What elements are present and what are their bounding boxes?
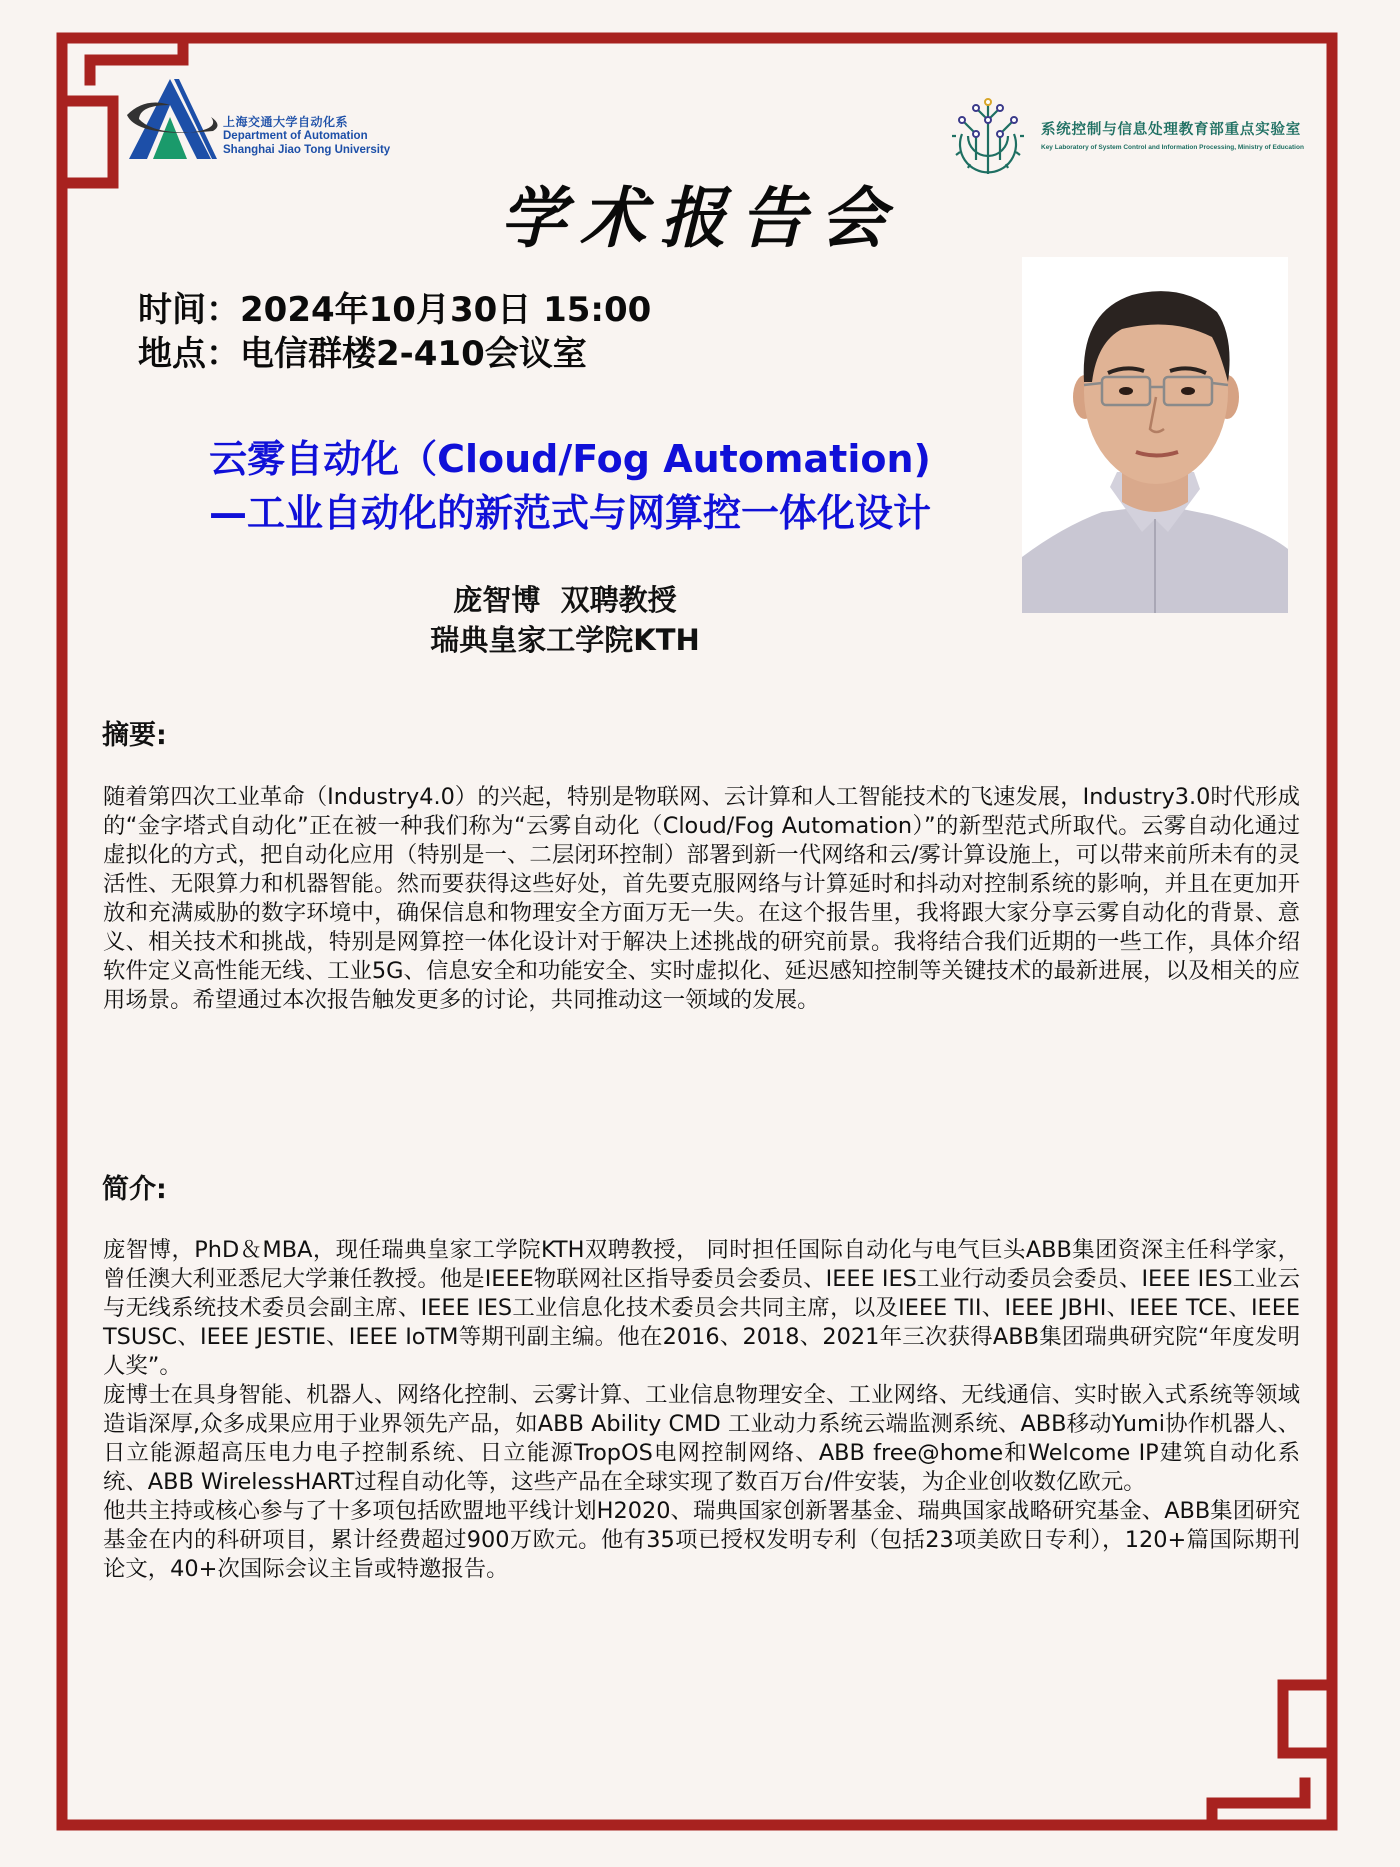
sjtu-automation-logo xyxy=(125,75,425,165)
speaker-affiliation: 瑞典皇家工学院KTH xyxy=(430,623,700,657)
event-place xyxy=(138,332,651,376)
logo-left-name-en-1: Department of Automation xyxy=(223,130,368,142)
gear-circuit-icon xyxy=(948,90,1028,176)
speaker-name-title: 庞智博 双聘教授 xyxy=(453,583,677,617)
bio-paragraph-1: 庞智博，PhD＆MBA，现任瑞典皇家工学院KTH双聘教授， 同时担任国际自动化与电气巨头ABB集团资深主任科学家，曾任澳大利亚悉尼大学兼任教授。他是IEEE物联网社区指导委员会委员、IEEE IES工业行动委员会委员、IEEE IES工业云与无线系统技术委员会副主席、IEEE IES工业信息化技术委员会共同主席，以及IEEE TII、IEEE JBHI、IEEE TCE、IEEE TSUSC、IEEE JESTIE、IEEE IoTM等期刊副主编。他在2016、2018、2021年三次获得ABB集团瑞典研究院“年度发明人奖”。 xyxy=(103,1237,1300,1379)
talk-title-line-1: 云雾自动化（Cloud/Fog Automation) xyxy=(209,437,931,481)
abstract-paragraph: 随着第四次工业革命（Industry4.0）的兴起，特别是物联网、云计算和人工智能技术的飞速发展，Industry3.0时代形成的“金字塔式自动化”正在被一种我们称为“云雾自动化（Cloud/Fog Automation）”的新型范式所取代。云雾自动化通过虚拟化的方式，把自动化应用（特别是一、二层闭环控制）部署到新一代网络和云/雾计算设施上，可以带来前所未有的灵活性、无限算力和机器智能。然而要获得这些好处，首先要克服网络与计算延时和抖动对控制系统的影响，并且在更加开放和充满威胁的数字环境中，确保信息和物理安全方面万无一失。在这个报告里，我将跟大家分享云雾自动化的背景、意义、相关技术和挑战，特别是网算控一体化设计对于解决上述挑战的研究前景。我将结合我们近期的一些工作，具体介绍软件定义高性能无线、工业5G、信息安全和功能安全、实时虚拟化、延迟感知控制等关键技术的最新进展，以及相关的应用场景。希望通过本次报告触发更多的讨论，共同推动这一领域的发展。 xyxy=(103,784,1300,1013)
talk-title-line-2: —工业自动化的新范式与网算控一体化设计 xyxy=(208,491,931,535)
time-label: 时间： xyxy=(138,290,240,330)
abstract-text xyxy=(103,783,1300,1015)
place-label: 地点： xyxy=(138,334,240,374)
event-info xyxy=(138,288,651,376)
event-time xyxy=(138,288,651,332)
logo-right-name-en: Key Laboratory of System Control and Information Processing, Ministry of Education xyxy=(1041,144,1304,151)
abstract-heading: 摘要: xyxy=(102,720,167,751)
bio-paragraph-3: 他共主持或核心参与了十多项包括欧盟地平线计划H2020、瑞典国家创新署基金、瑞典国家战略研究基金、ABB集团研究基金在内的科研项目，累计经费超过900万欧元。他有35项已授权发明专利（包括23项美欧日专利），120+篇国际期刊论文，40+次国际会议主旨或特邀报告。 xyxy=(103,1498,1300,1582)
speaker-info xyxy=(380,580,750,660)
key-lab-logo xyxy=(948,90,1328,180)
poster-heading: 学术报告会 xyxy=(500,179,900,257)
place-value: 电信群楼2-410会议室 xyxy=(240,334,587,374)
talk-title xyxy=(130,432,1010,540)
speaker-portrait-icon xyxy=(1022,257,1288,613)
logo-left-name-cn: 上海交通大学自动化系 xyxy=(223,115,349,129)
sjtu-a-emblem-icon xyxy=(125,75,225,165)
bio-text xyxy=(103,1236,1300,1584)
logo-left-name-en-2: Shanghai Jiao Tong University xyxy=(223,144,391,156)
bio-paragraph-2: 庞博士在具身智能、机器人、网络化控制、云雾计算、工业信息物理安全、工业网络、无线通信、实时嵌入式系统等领域造诣深厚,众多成果应用于业界领先产品，如ABB Ability CMD 工业动力系统云端监测系统、ABB移动Yumi协作机器人、日立能源超高压电力电子控制系统、日立能源TropOS电网控制网络、ABB free@home和Welcome IP建筑自动化系统、ABB WirelessHART过程自动化等，这些产品在全球实现了数百万台/件安装，为企业创收数亿欧元。 xyxy=(103,1382,1300,1495)
logo-right-name-cn: 系统控制与信息处理教育部重点实验室 xyxy=(1041,122,1302,138)
time-value: 2024年10月30日 15:00 xyxy=(240,290,652,330)
speaker-photo xyxy=(1022,257,1288,613)
bio-heading: 简介: xyxy=(102,1174,167,1205)
